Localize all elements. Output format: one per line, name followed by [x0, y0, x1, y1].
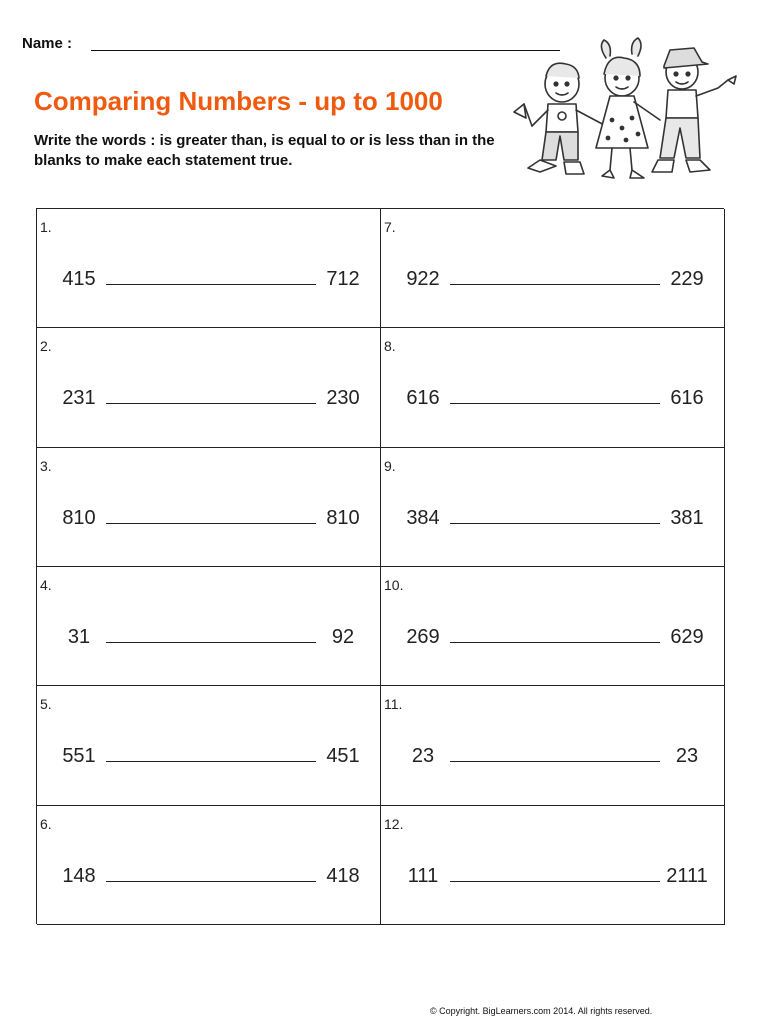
- problem-cell: [37, 448, 381, 567]
- answer-blank[interactable]: [106, 861, 316, 882]
- right-number: 92: [331, 625, 355, 648]
- copyright-footer: © Copyright. BigLearners.com 2014. All rights reserved.: [430, 1006, 653, 1016]
- name-label: Name :: [22, 35, 73, 52]
- problem-cell: [37, 567, 381, 686]
- page-title: Comparing Numbers - up to 1000: [34, 86, 443, 116]
- problem-number: 2.: [40, 338, 52, 355]
- problem-cell: [37, 209, 381, 328]
- comparison: [56, 264, 366, 290]
- comparison: [400, 264, 710, 290]
- right-number: 629: [670, 625, 704, 648]
- right-number: 229: [670, 268, 704, 290]
- left-number: 231: [62, 387, 96, 410]
- problem-number: 7.: [384, 219, 396, 235]
- problem-number: 5.: [40, 696, 52, 713]
- left-number: 922: [406, 268, 440, 290]
- problem-number: 12.: [384, 815, 404, 832]
- comparison: [400, 861, 710, 887]
- comparison: [400, 622, 710, 648]
- answer-blank[interactable]: [106, 264, 316, 285]
- problem-cell: [381, 448, 725, 567]
- answer-blank[interactable]: [450, 741, 660, 762]
- answer-blank[interactable]: [106, 622, 316, 643]
- name-field[interactable]: [91, 50, 560, 51]
- left-number: 810: [62, 506, 96, 529]
- left-number: 269: [406, 625, 440, 648]
- comparison: [56, 622, 366, 648]
- problem-cell: [37, 806, 381, 925]
- problem-number: 4.: [40, 576, 52, 593]
- right-number: 418: [326, 864, 360, 887]
- problem-cell: [37, 328, 381, 447]
- answer-blank[interactable]: [106, 503, 316, 524]
- left-number: 415: [62, 268, 96, 290]
- three-children-holding-hands-icon: [510, 32, 758, 184]
- problem-cell: [381, 806, 725, 925]
- problem-number: 6.: [40, 815, 52, 832]
- left-number: 111: [407, 864, 439, 887]
- right-number: 712: [326, 268, 360, 290]
- comparison: [56, 383, 366, 409]
- problem-number: 10.: [384, 576, 404, 593]
- left-number: 384: [406, 506, 440, 529]
- comparison: [56, 503, 366, 529]
- left-number: 148: [62, 864, 96, 887]
- problem-number: 3.: [40, 457, 52, 474]
- comparison: [400, 383, 710, 409]
- problem-number: 11.: [384, 696, 403, 713]
- name-row: [22, 34, 542, 54]
- problem-cell: [381, 686, 725, 805]
- problem-grid: [36, 208, 724, 924]
- left-number: 23: [411, 745, 435, 768]
- problem-cell: [381, 209, 725, 328]
- right-number: 2111: [666, 864, 708, 887]
- left-number: 31: [67, 625, 91, 648]
- comparison: [56, 861, 366, 887]
- right-number: 451: [326, 745, 360, 768]
- answer-blank[interactable]: [450, 622, 660, 643]
- answer-blank[interactable]: [450, 264, 660, 285]
- answer-blank[interactable]: [450, 383, 660, 404]
- left-number: 551: [62, 745, 96, 768]
- problem-number: 9.: [384, 457, 396, 474]
- instructions: Write the words : is greater than, is equal to or is less than in the blanks to make each statement true.: [34, 132, 495, 169]
- answer-blank[interactable]: [106, 741, 316, 762]
- problem-cell: [381, 567, 725, 686]
- comparison: [400, 741, 710, 767]
- comparison: [400, 503, 710, 529]
- problem-cell: [37, 686, 381, 805]
- right-number: 810: [326, 506, 360, 529]
- left-number: 616: [406, 387, 440, 410]
- right-number: 616: [670, 387, 704, 410]
- answer-blank[interactable]: [450, 503, 660, 524]
- comparison: [56, 741, 366, 767]
- problem-number: 8.: [384, 338, 396, 355]
- right-number: 230: [326, 387, 360, 410]
- answer-blank[interactable]: [106, 383, 316, 404]
- answer-blank[interactable]: [450, 861, 660, 882]
- right-number: 381: [670, 506, 704, 529]
- right-number: 23: [675, 745, 699, 768]
- problem-cell: [381, 328, 725, 447]
- problem-number: 1.: [40, 219, 52, 235]
